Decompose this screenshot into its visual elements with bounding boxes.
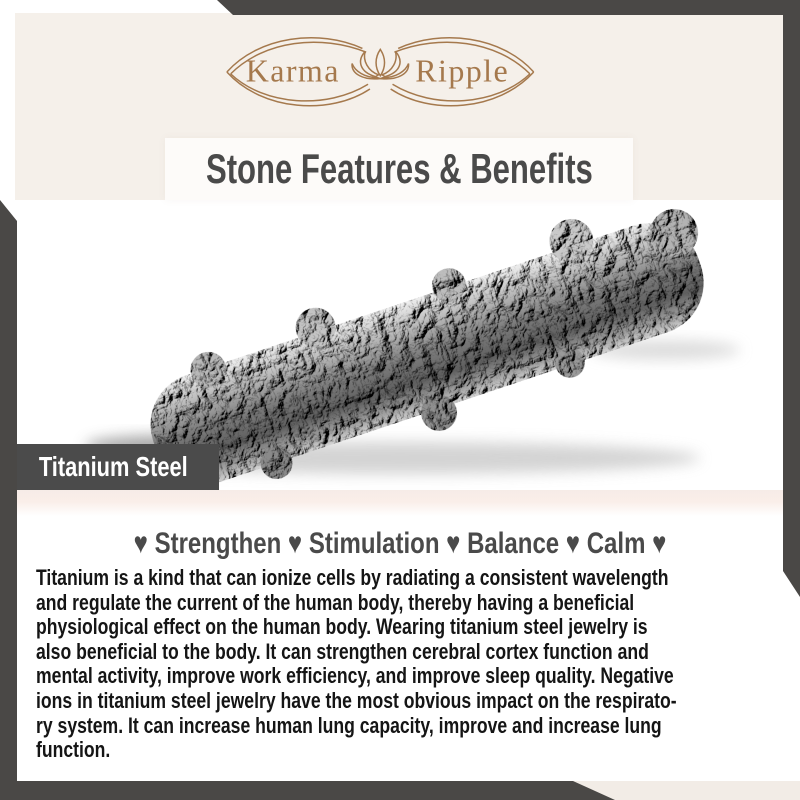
frame-top [217, 0, 800, 15]
frame-right [783, 0, 800, 597]
brand-name-right: Ripple [415, 52, 510, 89]
body-line: function. [36, 737, 111, 763]
page-title: Stone Features & Benefits [205, 145, 593, 192]
frame-bottom [0, 781, 615, 800]
lotus-icon [352, 49, 409, 78]
benefits-description [36, 566, 783, 763]
divider-strip [17, 490, 783, 516]
body-line: ry system. It can increase human lung capacity, improve and increase lung [36, 712, 662, 738]
frame-left [0, 200, 17, 800]
benefits-heading [17, 524, 783, 564]
body-line: mental activity, improve work efficiency, and improve sleep quality. Negative [36, 663, 674, 689]
body-line: and regulate the current of the human body, thereby having a beneficial [36, 589, 635, 615]
body-line: also beneficial to the body. It can strengthen cerebral cortex function and [36, 638, 649, 664]
stone-name-label [17, 444, 219, 490]
benefits-heading-text: ♥ Strengthen ♥ Stimulation ♥ Balance ♥ Calm ♥ [133, 527, 667, 560]
title-band [165, 138, 633, 200]
body-line: ions in titanium steel jewelry have the most obvious impact on the respirato- [36, 687, 677, 713]
body-line: Titanium is a kind that can ionize cells by radiating a consistent wavelength [36, 565, 669, 590]
brand-name-left: Karma [245, 52, 340, 89]
brand-logo [225, 24, 545, 120]
body-line: physiological effect on the human body. Wearing titanium steel jewelry is [36, 614, 648, 640]
stone-name-text: Titanium Steel [38, 451, 188, 482]
